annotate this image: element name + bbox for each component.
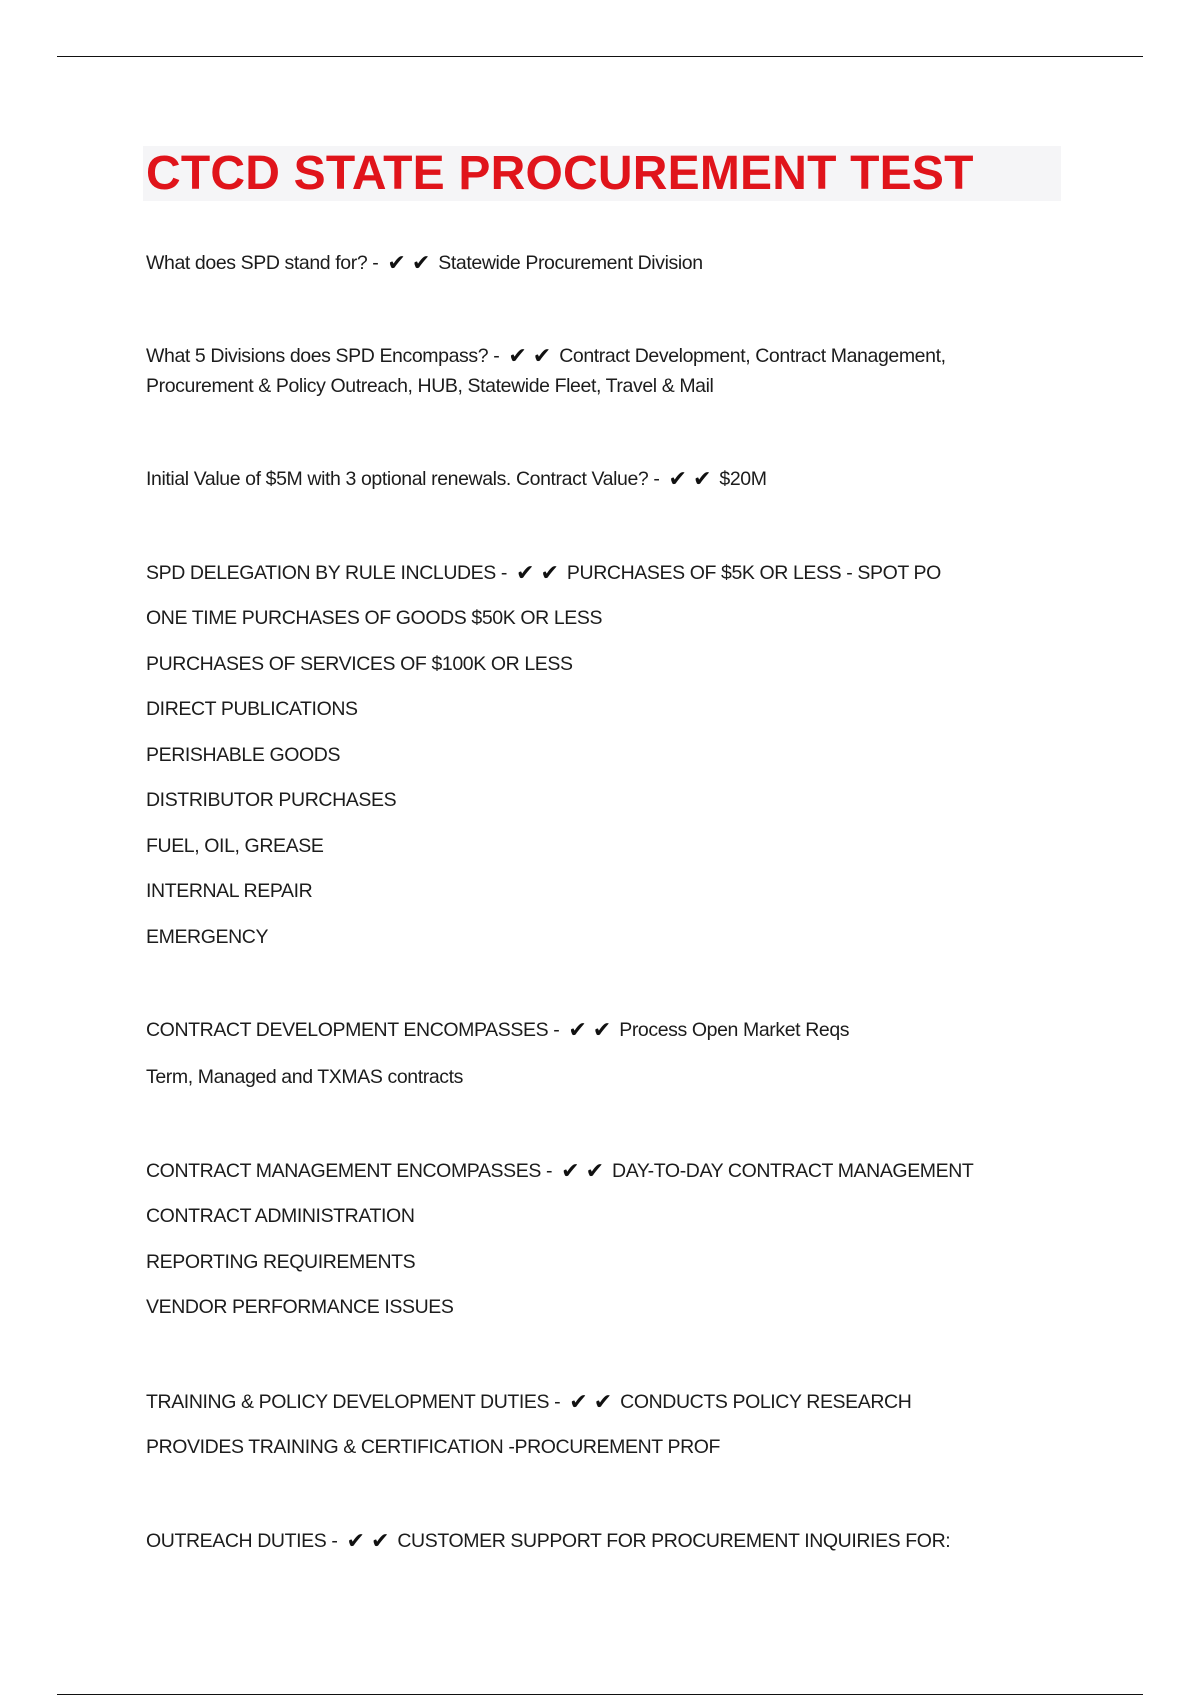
qa-item: [146, 560, 941, 587]
answer-continuation: VENDOR PERFORMANCE ISSUES: [146, 1296, 454, 1318]
check-icon: ✔: [568, 1018, 593, 1043]
answer-text: PURCHASES OF $5K OR LESS - SPOT PO: [566, 562, 941, 584]
answer-continuation: FUEL, OIL, GREASE: [146, 835, 324, 857]
check-icon: ✔: [668, 467, 693, 492]
check-icon: ✔: [692, 467, 718, 492]
answer-continuation: EMERGENCY: [146, 926, 269, 948]
check-icon: ✔: [540, 561, 565, 586]
answer-continuation: DISTRIBUTOR PURCHASES: [146, 789, 397, 811]
question-text: CONTRACT MANAGEMENT ENCOMPASSES -: [146, 1160, 553, 1182]
check-icons: [347, 1529, 396, 1555]
document-title: CTCD STATE PROCUREMENT TEST: [146, 147, 974, 200]
question-text: CONTRACT DEVELOPMENT ENCOMPASSES -: [146, 1019, 560, 1041]
answer-continuation: ONE TIME PURCHASES OF GOODS $50K OR LESS: [146, 607, 603, 629]
header-rule: [57, 56, 1143, 57]
answer-continuation: REPORTING REQUIREMENTS: [146, 1251, 416, 1273]
check-icon: ✔: [561, 1159, 586, 1184]
check-icon: ✔: [508, 344, 533, 369]
qa-item: [146, 1017, 849, 1044]
check-icons: [516, 561, 565, 587]
answer-continuation: Term, Managed and TXMAS contracts: [146, 1066, 464, 1088]
answer-continuation: CONTRACT ADMINISTRATION: [146, 1205, 415, 1227]
qa-item: [146, 250, 703, 277]
check-icons: [669, 467, 718, 493]
footer-rule: [57, 1694, 1143, 1695]
answer-text: $20M: [719, 468, 767, 490]
question-text: What does SPD stand for? -: [146, 252, 379, 274]
question-text: OUTREACH DUTIES -: [146, 1530, 338, 1552]
check-icons: [568, 1018, 617, 1044]
answer-text: Statewide Procurement Division: [438, 252, 703, 274]
check-icon: ✔: [370, 1529, 396, 1554]
qa-item: [146, 1158, 973, 1185]
question-text: What 5 Divisions does SPD Encompass? -: [146, 345, 500, 367]
qa-item: [146, 466, 767, 493]
check-icon: ✔: [532, 344, 558, 369]
check-icon: ✔: [592, 1018, 618, 1043]
answer-continuation: INTERNAL REPAIR: [146, 880, 313, 902]
answer-continuation: DIRECT PUBLICATIONS: [146, 698, 358, 720]
qa-item: [146, 343, 946, 370]
check-icon: ✔: [593, 1390, 619, 1415]
check-icon: ✔: [387, 251, 412, 276]
check-icons: [561, 1159, 610, 1185]
qa-item: [146, 1528, 950, 1555]
answer-text: Process Open Market Reqs: [619, 1019, 850, 1041]
check-icon: ✔: [346, 1529, 371, 1554]
question-text: TRAINING & POLICY DEVELOPMENT DUTIES -: [146, 1391, 561, 1413]
answer-text: Contract Development, Contract Management,: [559, 345, 946, 367]
answer-text: DAY-TO-DAY CONTRACT MANAGEMENT: [612, 1160, 974, 1182]
check-icons: [508, 344, 557, 370]
answer-text: CONDUCTS POLICY RESEARCH: [620, 1391, 912, 1413]
answer-continuation: PURCHASES OF SERVICES OF $100K OR LESS: [146, 653, 573, 675]
answer-text: CUSTOMER SUPPORT FOR PROCUREMENT INQUIRIES FOR:: [397, 1530, 951, 1552]
question-text: SPD DELEGATION BY RULE INCLUDES -: [146, 562, 508, 584]
check-icons: [569, 1390, 618, 1416]
check-icon: ✔: [569, 1390, 594, 1415]
check-icon: ✔: [516, 561, 541, 586]
check-icon: ✔: [585, 1159, 611, 1184]
check-icon: ✔: [411, 251, 437, 276]
answer-continuation: PROVIDES TRAINING & CERTIFICATION -PROCUREMENT PROF: [146, 1436, 721, 1458]
answer-continuation: PERISHABLE GOODS: [146, 744, 341, 766]
answer-continuation: Procurement & Policy Outreach, HUB, Statewide Fleet, Travel & Mail: [146, 375, 714, 397]
question-text: Initial Value of $5M with 3 optional renewals. Contract Value? -: [146, 468, 660, 490]
qa-item: [146, 1389, 911, 1416]
check-icons: [387, 251, 436, 277]
